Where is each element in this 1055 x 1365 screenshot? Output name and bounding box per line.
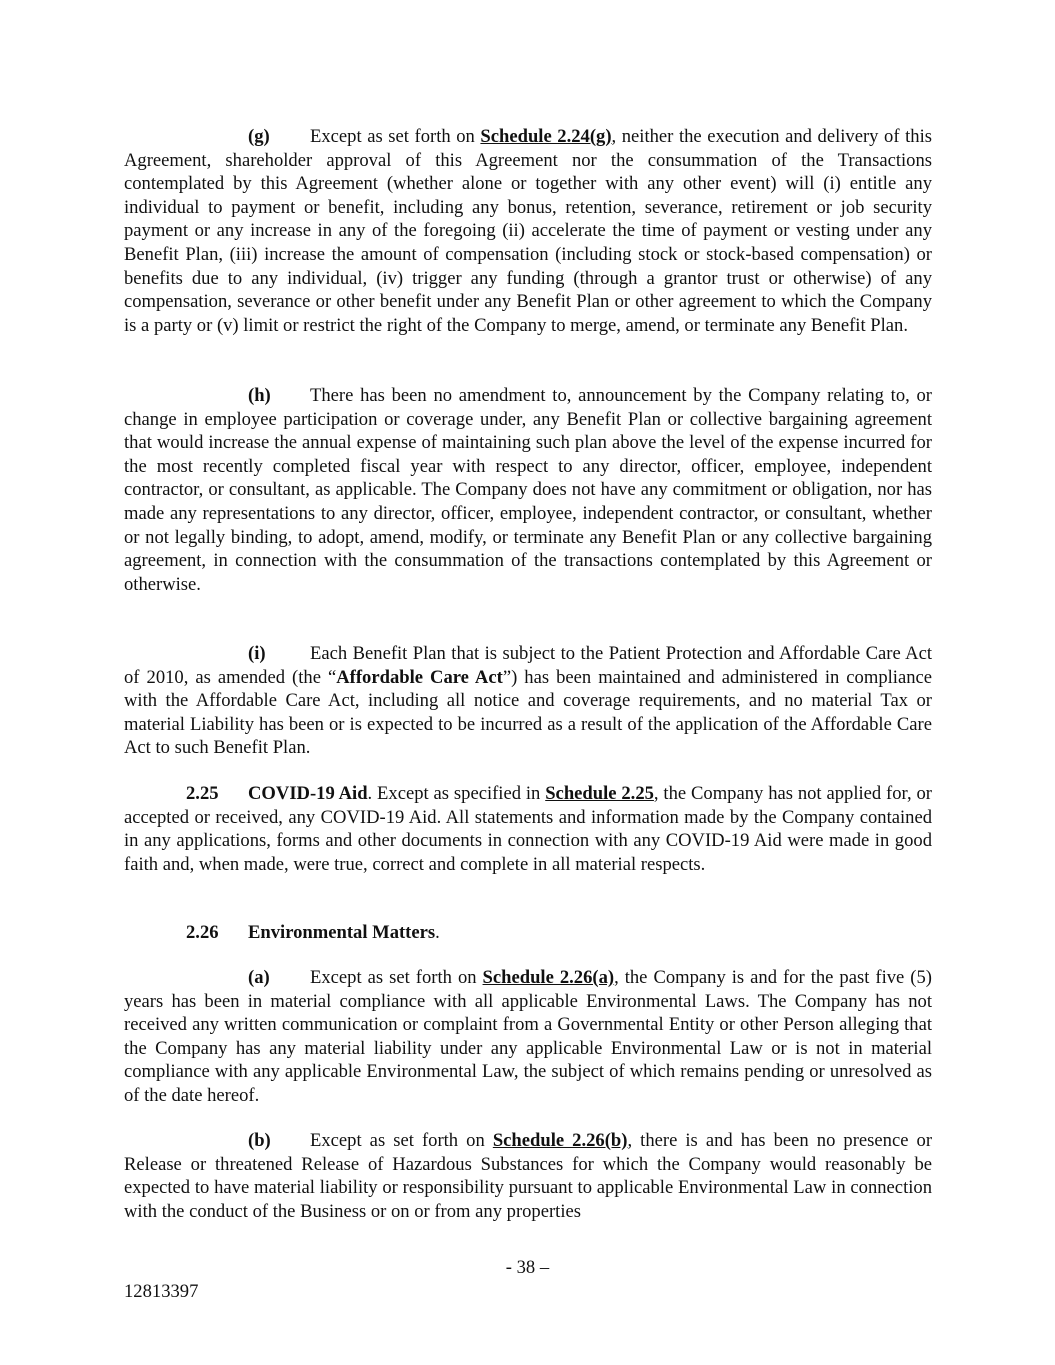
section-2-25 <box>124 782 932 876</box>
paragraph-text: Except as set forth on <box>310 967 483 988</box>
section-2-26 <box>124 921 932 945</box>
paragraph-text: There has been no amendment to, announcement by the Company relating to, or change in employee participation or coverage under, any Benefit Plan or collective bargaining agreement that would increase the annual expense of maintaining such plan above the level of the expense incurred for the most recently completed fiscal year with respect to any director, officer, employee, independent contractor, or consultant, as applicable. The Company does not have any commitment or obligation, nor has made any representations to any director, officer, employee, independent contractor, or consultant, whether or not legally binding, to adopt, amend, modify, or terminate any Benefit Plan or any collective bargaining agreement, in connection with the consummation of the transactions contemplated by this Agreement or otherwise. <box>124 385 932 595</box>
paragraph-a <box>124 966 932 1108</box>
paragraph-label: (g) <box>248 126 270 147</box>
paragraph-text: Except as set forth on <box>310 126 481 147</box>
schedule-reference: Schedule 2.24(g) <box>480 126 612 147</box>
paragraph-text: ”) has been maintained and administered in compliance with the Affordable Care Act, including all notice and coverage requirements, and no material Tax or material Liability has been or is expected to be incurred as a result of the application of the Affordable Care Act to such Benefit Plan. <box>124 666 933 759</box>
paragraph-label: (h) <box>248 385 271 406</box>
section-heading: COVID-19 Aid <box>248 783 368 804</box>
schedule-reference: Schedule 2.25 <box>545 783 654 804</box>
paragraph-text: . <box>435 922 440 943</box>
paragraph-b <box>124 1129 932 1223</box>
paragraph-text: . Except as specified in <box>367 783 546 804</box>
paragraph-text: , neither the execution and delivery of this Agreement, shareholder approval of this Agreement nor the consummation of the Transactions contemplated by this Agreement (whether alone or together with any other event) will (i) entitle any individual to payment or benefit, including any bonus, retention, severance, retirement or job security payment or any increase in any of the foregoing (ii) accelerate the time of payment or vesting under any Benefit Plan, (iii) increase the amount of compensation (including stock or stock-based compensation) or benefits due to any individual, (iv) trigger any funding (through a grantor trust or otherwise) of any compensation, severance or other benefit under any Benefit Plan or other agreement to which the Company is a party or (v) limit or restrict the right of the Company to merge, amend, or terminate any Benefit Plan. <box>124 126 932 336</box>
defined-term: Affordable Care Act <box>336 666 503 688</box>
paragraph-text: , there is and has been no presence or Release or threatened Release of Hazardous Substances for which the Company would reasonably be expected to have material liability or responsibility pursuant to applicable Environmental Law in connection with the conduct of the Business or on or from any properties <box>124 1130 933 1222</box>
paragraph-text: , the Company has not applied for, or accepted or received, any COVID-19 Aid. All statements and information made by the Company contained in any applications, forms and other documents in connection with any COVID-19 Aid were made in good faith and, when made, were true, correct and complete in all material respects. <box>124 783 932 875</box>
paragraph-h <box>124 384 932 596</box>
page-number: - 38 – <box>505 1257 550 1278</box>
schedule-reference: Schedule 2.26(a) <box>482 967 615 988</box>
paragraph-label: (b) <box>248 1130 271 1151</box>
section-number: 2.26 <box>186 922 219 943</box>
paragraph-text: Each Benefit Plan that is subject to the Patient Protection and Affordable Care Act of 2010, as amended (the “ <box>124 643 932 688</box>
paragraph-g <box>124 125 932 337</box>
paragraph-label: (a) <box>248 967 270 988</box>
paragraph-label: (i) <box>248 643 266 664</box>
section-heading: Environmental Matters <box>248 922 436 943</box>
section-number: 2.25 <box>186 783 219 804</box>
schedule-reference: Schedule 2.26(b) <box>492 1130 628 1151</box>
document-id: 12813397 <box>124 1281 199 1302</box>
paragraph-text: Except as set forth on <box>310 1130 493 1151</box>
paragraph-i <box>124 642 932 760</box>
paragraph-text: , the Company is and for the past five (5) years has been in material compliance with all applicable Environmental Laws. The Company has not received any written communication or complaint from a Governmental Entity or other Person alleging that the Company has any material liability under any applicable Environmental Law or is not in material compliance with any applicable Environmental Law, the subject of which remains pending or unresolved as of the date hereof. <box>124 967 932 1106</box>
